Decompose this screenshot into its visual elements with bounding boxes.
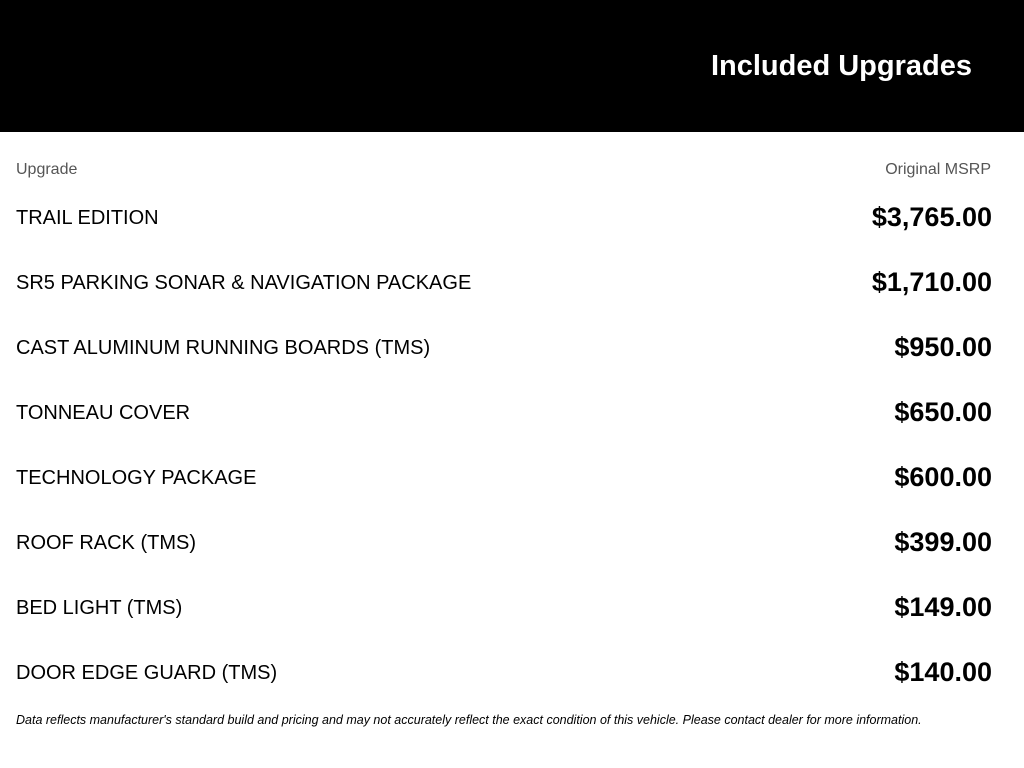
table-row — [0, 315, 1024, 380]
table-row — [0, 640, 1024, 705]
upgrades-list — [0, 185, 1024, 705]
upgrade-price: $140.00 — [894, 657, 992, 687]
table-row — [0, 575, 1024, 640]
disclaimer-text: Data reflects manufacturer's standard build and pricing and may not accurately reflect the exact condition of this vehicle. Please contact dealer for more information. — [16, 713, 922, 727]
header-bar — [0, 0, 1024, 132]
table-row — [0, 250, 1024, 315]
upgrade-price: $650.00 — [894, 397, 992, 427]
table-row — [0, 185, 1024, 250]
upgrade-price: $1,710.00 — [871, 267, 992, 297]
upgrade-name: SR5 PARKING SONAR & NAVIGATION PACKAGE — [16, 272, 472, 294]
upgrade-name: BED LIGHT (TMS) — [16, 597, 183, 619]
upgrade-name: TONNEAU COVER — [16, 402, 191, 424]
upgrade-price: $950.00 — [894, 332, 992, 362]
table-row — [0, 380, 1024, 445]
table-row — [0, 510, 1024, 575]
upgrade-name: CAST ALUMINUM RUNNING BOARDS (TMS) — [16, 337, 431, 359]
column-header-upgrade: Upgrade — [16, 161, 78, 178]
page-title: Included Upgrades — [710, 50, 972, 82]
upgrade-name: ROOF RACK (TMS) — [16, 532, 196, 554]
column-header-msrp: Original MSRP — [885, 161, 991, 178]
upgrade-name: DOOR EDGE GUARD (TMS) — [16, 662, 278, 684]
upgrade-name: TECHNOLOGY PACKAGE — [16, 467, 257, 489]
upgrade-price: $600.00 — [894, 462, 992, 492]
upgrade-price: $399.00 — [894, 527, 992, 557]
table-row — [0, 445, 1024, 510]
upgrade-name: TRAIL EDITION — [16, 207, 159, 229]
upgrade-price: $3,765.00 — [871, 202, 992, 232]
upgrade-price: $149.00 — [894, 592, 992, 622]
